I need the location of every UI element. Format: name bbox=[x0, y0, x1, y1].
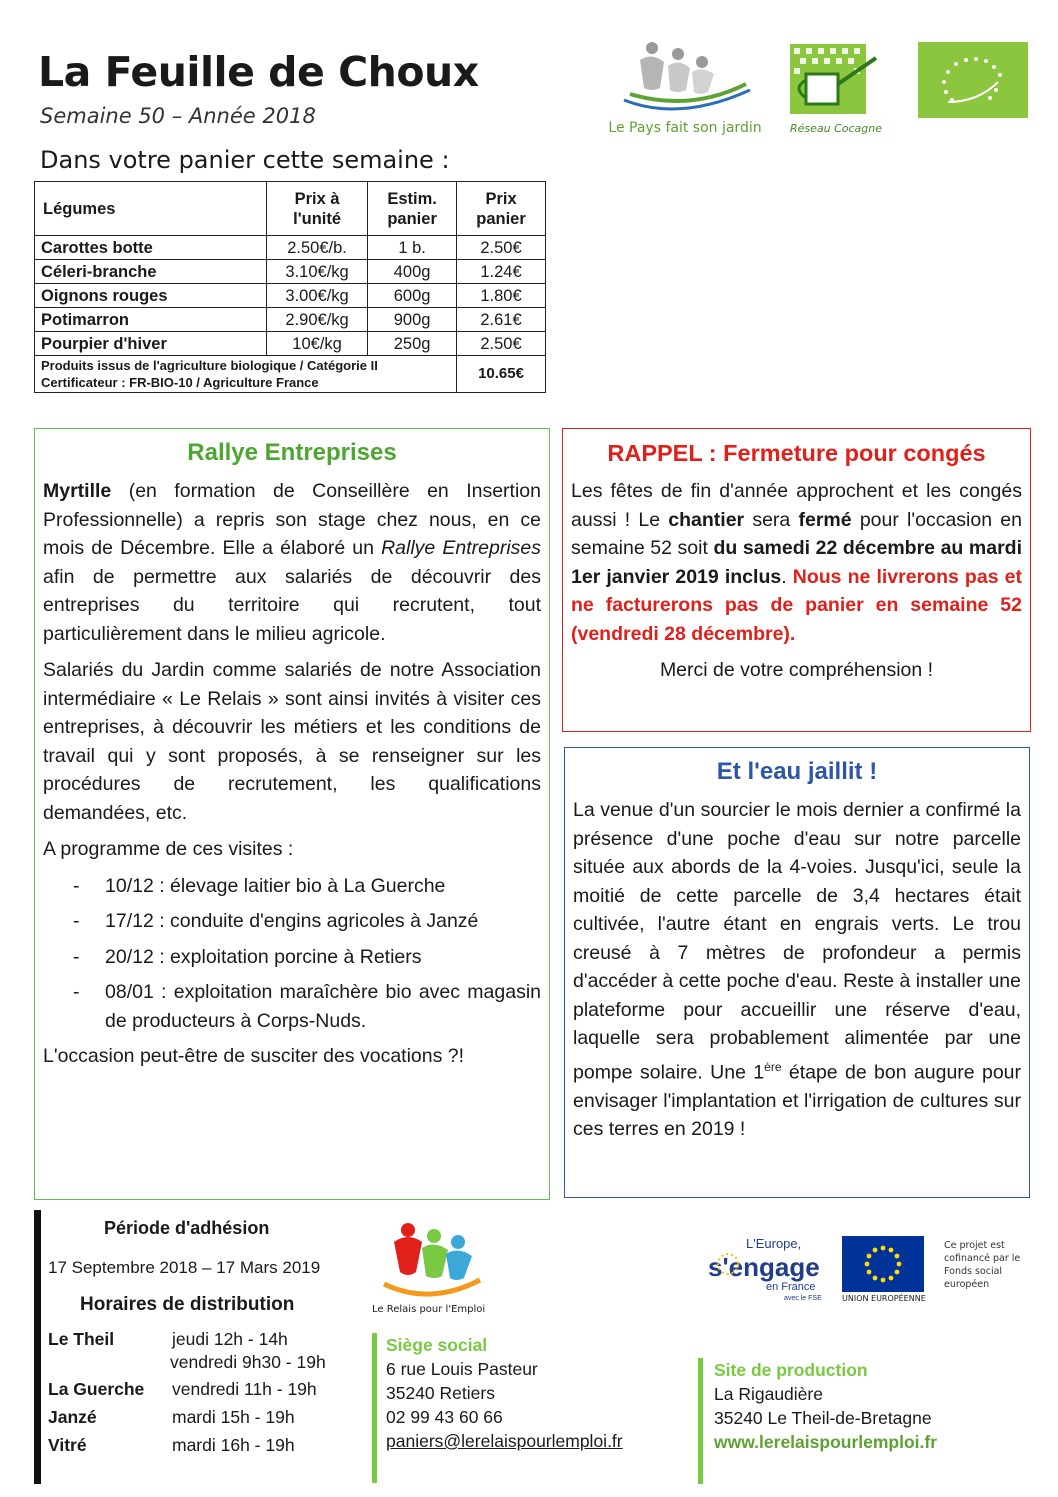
horaires-title: Horaires de distribution bbox=[80, 1294, 295, 1315]
column-header-prix-panier: Prix panier bbox=[457, 182, 546, 236]
siege-line-2: 35240 Retiers bbox=[386, 1383, 495, 1403]
basket-heading: Dans votre panier cette semaine : bbox=[40, 146, 450, 174]
schedule-place: Janzé bbox=[48, 1407, 97, 1427]
rappel-fermeture-box bbox=[562, 428, 1031, 732]
quantity: 250g bbox=[368, 332, 457, 356]
rappel-text-5: pour l'occasion en semaine 52 soit bbox=[571, 508, 1022, 559]
column-header-legumes: Légumes bbox=[35, 182, 267, 236]
certification-note bbox=[35, 356, 457, 393]
quantity: 400g bbox=[368, 260, 457, 284]
table-row bbox=[35, 236, 546, 260]
table-footer-row bbox=[35, 356, 546, 393]
rallye-paragraph-4: L'occasion peut-être de susciter des vocations ?! bbox=[43, 1045, 465, 1067]
quantity: 900g bbox=[368, 308, 457, 332]
rallye-paragraph-2: Salariés du Jardin comme salariés de notre Association intermédiaire « Le Relais » sont ainsi invités à visiter ces entreprises, à découvrir les métiers et les conditions de travail qui y sont proposés, à se renseigner sur les procédures de recrutement, les qualifications demandées, etc. bbox=[43, 659, 541, 824]
table-row bbox=[35, 260, 546, 284]
eau-title: Et l'eau jaillit ! bbox=[716, 758, 878, 785]
schedule-place: La Guerche bbox=[48, 1379, 145, 1399]
table-row bbox=[35, 308, 546, 332]
product-name: Pourpier d'hiver bbox=[35, 332, 267, 356]
rappel-text-3: sera bbox=[744, 508, 799, 531]
rallye-p1-italic: Rallye Entreprises bbox=[381, 537, 541, 559]
schedule-hours: vendredi 11h - 19h bbox=[172, 1379, 317, 1399]
eau-superscript: ère bbox=[764, 1059, 782, 1074]
svg-text:en France: en France bbox=[766, 1281, 816, 1293]
basket-price: 1.24€ bbox=[457, 260, 546, 284]
product-name: Carottes botte bbox=[35, 236, 267, 260]
cocagne-logo-text: Réseau Cocagne bbox=[789, 122, 883, 135]
pays-fait-son-jardin-logo bbox=[610, 40, 760, 140]
eau-paragraph bbox=[573, 796, 1021, 1144]
rallye-person-name: Myrtille bbox=[43, 480, 112, 502]
basket-price: 2.61€ bbox=[457, 308, 546, 332]
page-title: La Feuille de Choux bbox=[38, 48, 479, 96]
list-item: - 17/12 : conduite d'engins agricoles à Janzé bbox=[73, 907, 541, 936]
list-item: - 08/01 : exploitation maraîchère bio avec magasin de producteurs à Corps-Nuds. bbox=[73, 978, 541, 1035]
basket-price: 2.50€ bbox=[457, 332, 546, 356]
rappel-thanks: Merci de votre compréhension ! bbox=[659, 659, 934, 681]
reseau-cocagne-logo bbox=[788, 44, 884, 136]
pays-logo-text: Le Pays fait son jardin bbox=[608, 120, 762, 136]
svg-text:avec le FSE: avec le FSE bbox=[784, 1295, 822, 1302]
site-line-1: La Rigaudière bbox=[714, 1384, 823, 1404]
site-line-2: 35240 Le Theil-de-Bretagne bbox=[714, 1408, 932, 1428]
basket-total: 10.65€ bbox=[457, 356, 546, 393]
europe-sengage-logo bbox=[706, 1236, 826, 1302]
rallye-p1-text-a: (en formation de Conseillère en Insertion Professionnelle) a repris son stage chez nous, en ce mois de Décembre. Elle a élaboré un bbox=[43, 480, 541, 559]
rappel-text-ferme: fermé bbox=[798, 508, 852, 531]
product-name: Oignons rouges bbox=[35, 284, 267, 308]
watering-can-icon bbox=[788, 44, 884, 120]
unit-price: 2.50€/b. bbox=[266, 236, 367, 260]
basket-price: 1.80€ bbox=[457, 284, 546, 308]
eu-organic-logo bbox=[918, 42, 1028, 118]
certification-line-2: Certificateur : FR-BIO-10 / Agriculture France bbox=[41, 375, 319, 390]
svg-text:s'engage: s'engage bbox=[708, 1252, 820, 1282]
list-item: - 10/12 : élevage laitier bio à La Guerche bbox=[73, 872, 541, 901]
schedule-hours: vendredi 9h30 - 19h bbox=[170, 1352, 326, 1372]
produce-table bbox=[34, 181, 546, 393]
certification-line-1: Produits issus de l'agriculture biologique / Catégorie II bbox=[41, 358, 378, 373]
unit-price: 3.00€/kg bbox=[266, 284, 367, 308]
unit-price: 10€/kg bbox=[266, 332, 367, 356]
rallye-title: Rallye Entreprises bbox=[187, 439, 397, 466]
siege-title: Siège social bbox=[386, 1335, 488, 1355]
schedule-hours: jeudi 12h - 14h bbox=[172, 1329, 288, 1349]
siege-email-link[interactable]: paniers@lerelaispourlemploi.fr bbox=[386, 1431, 623, 1451]
rappel-closure-dates: du samedi 22 décembre au mardi 1er janvier 2019 inclus bbox=[571, 537, 1022, 588]
site-green-bar bbox=[698, 1358, 703, 1484]
schedule-place: Le Theil bbox=[48, 1329, 115, 1349]
unit-price: 3.10€/kg bbox=[266, 260, 367, 284]
siege-green-bar bbox=[372, 1333, 377, 1483]
rappel-text-7: . bbox=[781, 565, 793, 588]
siege-social-address bbox=[386, 1333, 623, 1453]
svg-text:L'Europe,: L'Europe, bbox=[746, 1236, 802, 1251]
union-europeenne-logo bbox=[842, 1236, 926, 1302]
rallye-paragraph-1 bbox=[43, 477, 541, 648]
eu-flag-icon bbox=[842, 1236, 924, 1292]
organic-leaf-icon bbox=[918, 42, 1028, 118]
rappel-text-1: Les fêtes de fin d'année approchent et les congés aussi ! Le bbox=[571, 480, 1022, 531]
site-production-address bbox=[714, 1358, 937, 1454]
quantity: 1 b. bbox=[368, 236, 457, 260]
list-item: - 20/12 : exploitation porcine à Retiers bbox=[73, 943, 541, 972]
visits-list bbox=[43, 872, 541, 1036]
gardener-figures-icon bbox=[610, 40, 760, 120]
table-row bbox=[35, 332, 546, 356]
schedule-place: Vitré bbox=[48, 1435, 87, 1455]
column-header-estim-panier: Estim. panier bbox=[368, 182, 457, 236]
siege-line-1: 6 rue Louis Pasteur bbox=[386, 1359, 538, 1379]
relais-pour-emploi-logo bbox=[372, 1222, 486, 1320]
basket-price: 2.50€ bbox=[457, 236, 546, 260]
europe-sengage-icon bbox=[706, 1236, 826, 1302]
periode-dates: 17 Septembre 2018 – 17 Mars 2019 bbox=[48, 1258, 321, 1277]
eau-text-b: étape de bon augure pour envisager l'implantation et l'irrigation de cultures sur ces terres en 2019 ! bbox=[573, 1061, 1022, 1140]
rallye-paragraph-3: A programme de ces visites : bbox=[43, 838, 294, 860]
site-title: Site de production bbox=[714, 1360, 868, 1380]
footer-left-bar bbox=[34, 1210, 41, 1484]
eu-caption: UNION EUROPÉENNE bbox=[842, 1294, 926, 1303]
rappel-no-delivery-notice: Nous ne livrerons pas et ne facturerons pas de panier en semaine 52 (vendredi 28 décembre). bbox=[571, 565, 1022, 645]
table-header-row bbox=[35, 182, 546, 236]
fse-cofinance-note: Ce projet est cofinancé par le Fonds social européen bbox=[944, 1240, 1021, 1290]
product-name: Céleri-branche bbox=[35, 260, 267, 284]
people-figures-icon bbox=[376, 1222, 486, 1302]
eau-jaillit-box bbox=[564, 747, 1030, 1198]
rappel-paragraph bbox=[571, 477, 1022, 648]
column-header-prix-unite: Prix à l'unité bbox=[266, 182, 367, 236]
rallye-entreprises-box bbox=[34, 428, 550, 1200]
page-subtitle: Semaine 50 – Année 2018 bbox=[40, 104, 316, 128]
table-row bbox=[35, 284, 546, 308]
periode-title: Période d'adhésion bbox=[104, 1218, 270, 1238]
schedule-hours: mardi 16h - 19h bbox=[172, 1435, 295, 1455]
unit-price: 2.90€/kg bbox=[266, 308, 367, 332]
eau-text-a: La venue d'un sourcier le mois dernier a confirmé la présence d'une poche d'eau sur notre parcelle située aux abords de la 4-voies. Jusqu'ici, seule la moitié de cette parcelle de 3,4 hectares était cultivée, l'autre étant en engrais verts. Le trou creusé à 7 mètres de profondeur a permis d'accéder à cette poche d'eau. Reste à installer une plateforme pour accueillir une réserve d'eau, laquelle sera probablement alimentée par une pompe solaire. Une 1 bbox=[573, 799, 1021, 1083]
rappel-text-chantier: chantier bbox=[668, 508, 745, 531]
schedule-hours: mardi 15h - 19h bbox=[172, 1407, 295, 1427]
website-link[interactable]: www.lerelaispourlemploi.fr bbox=[714, 1432, 938, 1452]
quantity: 600g bbox=[368, 284, 457, 308]
product-name: Potimarron bbox=[35, 308, 267, 332]
siege-phone: 02 99 43 60 66 bbox=[386, 1407, 503, 1427]
eu-stars-icon bbox=[842, 1236, 924, 1292]
rappel-title: RAPPEL : Fermeture pour congés bbox=[607, 440, 986, 466]
relais-logo-text: Le Relais pour l'Emploi bbox=[372, 1304, 486, 1315]
rallye-p1-text-b: afin de permettre aux salariés de découvrir des entreprises du territoire qui recrutent, tout particulièrement dans le milieu agricole. bbox=[43, 565, 541, 645]
